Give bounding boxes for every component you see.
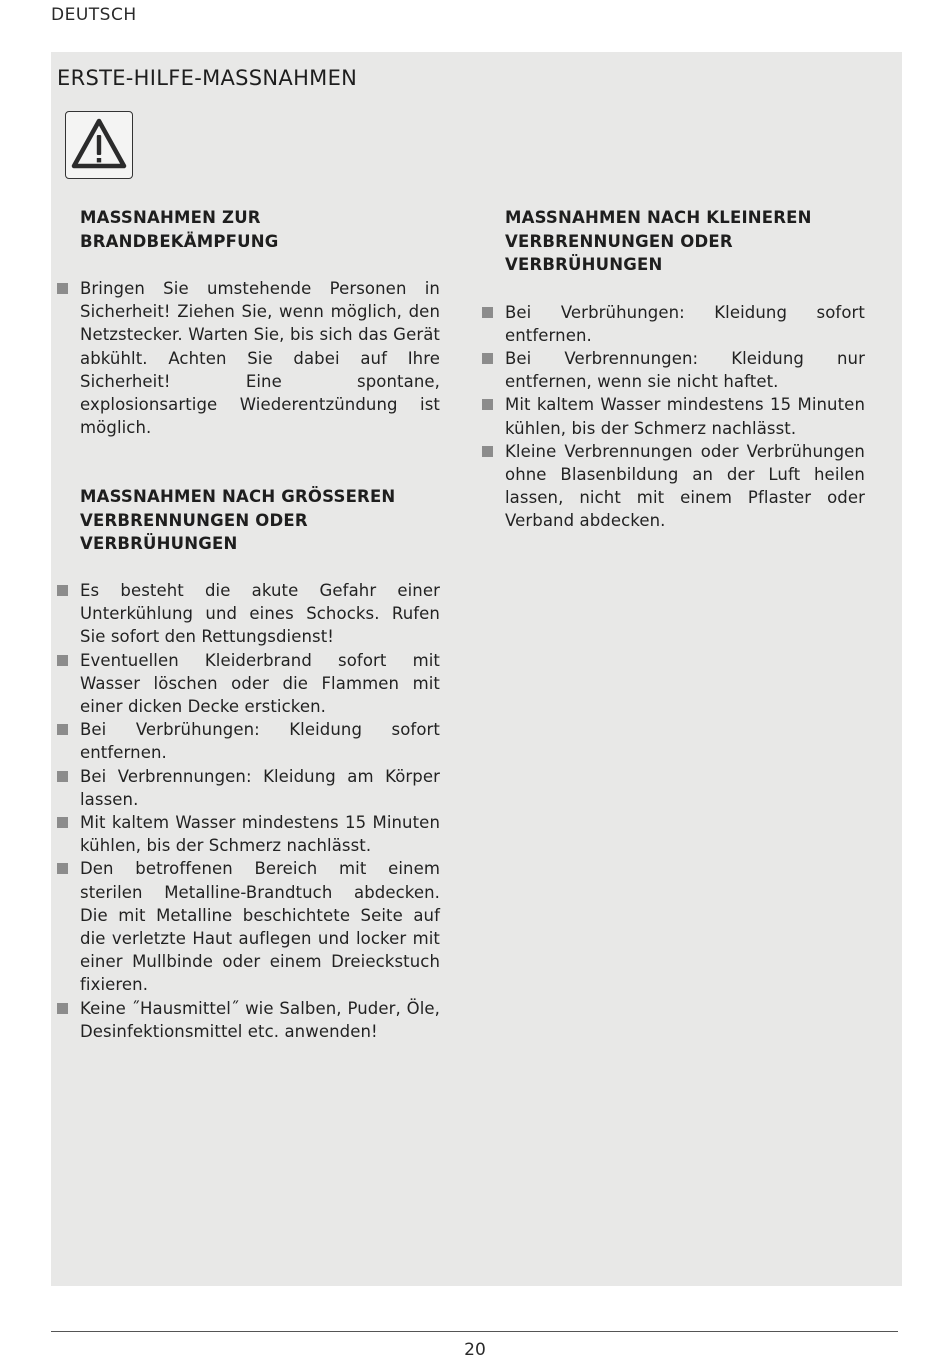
list-item: Bei Verbrühungen: Kleidung sofort entfernen. — [481, 301, 865, 347]
first-aid-panel — [51, 52, 902, 1286]
list-item: Den betroffenen Bereich mit einem sterilen Metalline-Brandtuch abdecken. Die mit Metalline beschichtete Seite auf die verletzte Haut auflegen und locker mit einer Mullbinde oder einem Dreieckstuch fixieren. — [56, 857, 440, 996]
footer-divider — [51, 1331, 898, 1332]
left-column — [56, 206, 440, 1043]
list-item: Mit kaltem Wasser mindestens 15 Minuten kühlen, bis der Schmerz nachlässt. — [481, 393, 865, 439]
major-burns-list — [56, 579, 440, 1043]
list-item: Mit kaltem Wasser mindestens 15 Minuten kühlen, bis der Schmerz nachlässt. — [56, 811, 440, 857]
list-item: Es besteht die akute Gefahr einer Unterkühlung und eines Schocks. Rufen Sie sofort den Rettungsdienst! — [56, 579, 440, 649]
list-item: Eventuellen Kleiderbrand sofort mit Wasser löschen oder die Flammen mit einer dicken Decke ersticken. — [56, 649, 440, 719]
list-item: Kleine Verbrennungen oder Verbrühungen ohne Blasenbildung an der Luft heilen lassen, nicht mit einem Pflaster oder Verband abdecken. — [481, 440, 865, 533]
major-burns-heading: MASSNAHMEN NACH GRÖSSEREN VERBRENNUNGEN ODER VERBRÜHUNGEN — [80, 487, 396, 554]
minor-burns-list — [481, 301, 865, 533]
fire-list — [56, 277, 440, 439]
page-title: ERSTE-HILFE-MASSNAHMEN — [57, 66, 358, 90]
language-label: DEUTSCH — [51, 5, 137, 25]
page-number: 20 — [464, 1340, 486, 1360]
minor-burns-heading: MASSNAHMEN NACH KLEINEREN VERBRENNUNGEN ODER VERBRÜHUNGEN — [505, 208, 812, 274]
warning-triangle-icon — [65, 111, 133, 179]
fire-heading: MASSNAHMEN ZUR BRANDBEKÄMPFUNG — [80, 208, 279, 251]
list-item: Keine ˝Hausmittel˝ wie Salben, Puder, Öle, Desinfektionsmittel etc. anwenden! — [56, 997, 440, 1043]
right-column — [481, 206, 865, 533]
list-item: Bei Verbrennungen: Kleidung am Körper lassen. — [56, 765, 440, 811]
list-item: Bei Verbrühungen: Kleidung sofort entfernen. — [56, 718, 440, 764]
list-item: Bei Verbrennungen: Kleidung nur entfernen, wenn sie nicht haftet. — [481, 347, 865, 393]
list-item: Bringen Sie umstehende Personen in Sicherheit! Ziehen Sie, wenn möglich, den Netzstecker. Warten Sie, bis sich das Gerät abkühlt. Achten Sie dabei auf Ihre Sicherheit! Eine spontane, explosionsartige Wiederentzündung ist möglich. — [56, 277, 440, 439]
